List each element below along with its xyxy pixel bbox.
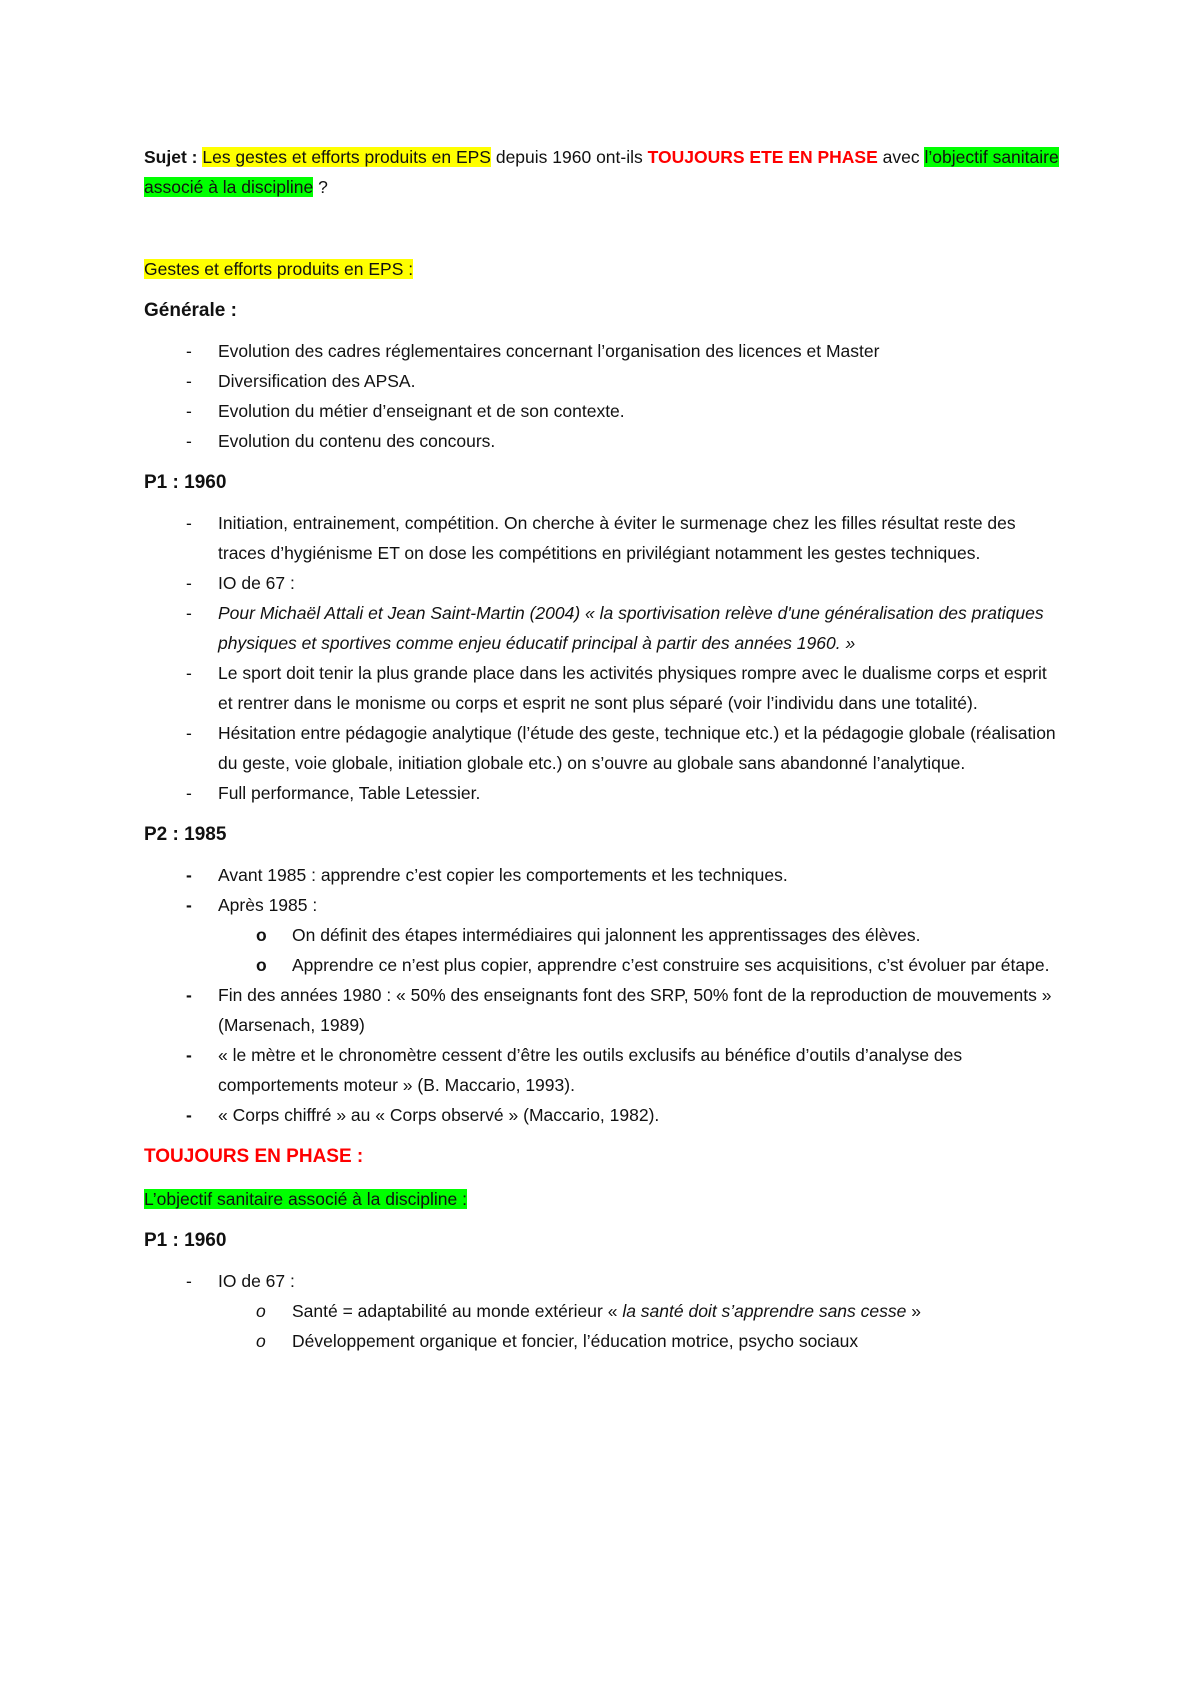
subject-red-text: TOUJOURS ETE EN PHASE (647, 147, 878, 167)
list-item: - Full performance, Table Letessier. (186, 783, 481, 803)
list-item: - « le mètre et le chronomètre cessent d’être les outils exclusifs au bénéfice d’outils d’analyse des comportements moteur » (B. Maccario, 1993). (186, 1045, 963, 1095)
list-item: - Pour Michaël Attali et Jean Saint-Martin (2004) « la sportivisation relève d'une généralisation des pratiques physiques et sportives comme enjeu éducatif principal à partir des années 1960. » (186, 603, 1044, 653)
list-p2 (144, 860, 1064, 920)
list-sanitaire-p1 (144, 1266, 1064, 1296)
list-item: - Initiation, entrainement, compétition. On cherche à éviter le surmenage chez les filles résultat reste des traces d’hygiénisme ET on dose les compétitions en privilégiant notamment les gestes techniques. (186, 513, 1016, 563)
sublist-sanitaire (144, 1296, 1064, 1356)
list-item: - IO de 67 : (186, 1271, 295, 1291)
section-gestes-label: Gestes et efforts produits en EPS : (144, 259, 414, 279)
list-item: - Evolution du contenu des concours. (186, 431, 496, 451)
list-item: - Evolution des cadres réglementaires concernant l’organisation des licences et Master (186, 341, 880, 361)
subject-highlight-green: l’objectif sanitaire associé à la discipline (144, 147, 1059, 197)
document-body (144, 142, 1064, 1356)
list-p2-cont (144, 980, 1064, 1130)
sublist-p2 (144, 920, 1064, 980)
subject-text-avec: avec (882, 147, 920, 167)
list-item: - Evolution du métier d’enseignant et de son contexte. (186, 401, 625, 421)
heading-p1-1960-sanitaire: P1 : 1960 (144, 1230, 227, 1251)
list-item: - IO de 67 : (186, 573, 295, 593)
subject-text: depuis 1960 ont-ils (495, 147, 643, 167)
subject-label: Sujet : (144, 147, 198, 167)
subject-question-mark: ? (318, 177, 328, 197)
list-item: - Avant 1985 : apprendre c’est copier les comportements et les techniques. (186, 865, 788, 885)
heading-p2-1985: P2 : 1985 (144, 824, 227, 845)
section-objectif-label: L’objectif sanitaire associé à la discipline : (144, 1189, 467, 1209)
list-p1 (144, 508, 1064, 808)
list-item: - Hésitation entre pédagogie analytique (l’étude des geste, technique etc.) et la pédagogie globale (réalisation du geste, voie globale, initiation globale etc.) on s’ouvre au globale sans abandonné l’analytique. (186, 723, 1056, 773)
heading-generale: Générale : (144, 300, 237, 321)
list-item: - Après 1985 : (186, 895, 318, 915)
subject-line (144, 142, 1064, 202)
sub-list-item: o Apprendre ce n’est plus copier, apprendre c’est construire ses acquisitions, c’st évoluer par étape. (256, 955, 1050, 975)
list-item: - Fin des années 1980 : « 50% des enseignants font des SRP, 50% font de la reproduction de mouvements » (Marsenach, 1989) (186, 985, 1052, 1035)
list-item: - Diversification des APSA. (186, 371, 416, 391)
list-item: - Le sport doit tenir la plus grande place dans les activités physiques rompre avec le dualisme corps et esprit et rentrer dans le monisme ou corps et esprit ne sont plus séparé (voir l’individu dans une totalité). (186, 663, 1047, 713)
sub-list-item: o Santé = adaptabilité au monde extérieur « la santé doit s’apprendre sans cesse » (256, 1301, 921, 1321)
sub-list-item: o On définit des étapes intermédiaires qui jalonnent les apprentissages des élèves. (256, 925, 921, 945)
heading-toujours-en-phase: TOUJOURS EN PHASE : (144, 1146, 364, 1167)
list-generale (144, 336, 1064, 456)
subject-highlight-yellow: Les gestes et efforts produits en EPS (202, 147, 491, 167)
heading-p1-1960: P1 : 1960 (144, 472, 227, 493)
sub-list-item: o Développement organique et foncier, l’éducation motrice, psycho sociaux (256, 1331, 859, 1351)
list-item: - « Corps chiffré » au « Corps observé » (Maccario, 1982). (186, 1105, 660, 1125)
